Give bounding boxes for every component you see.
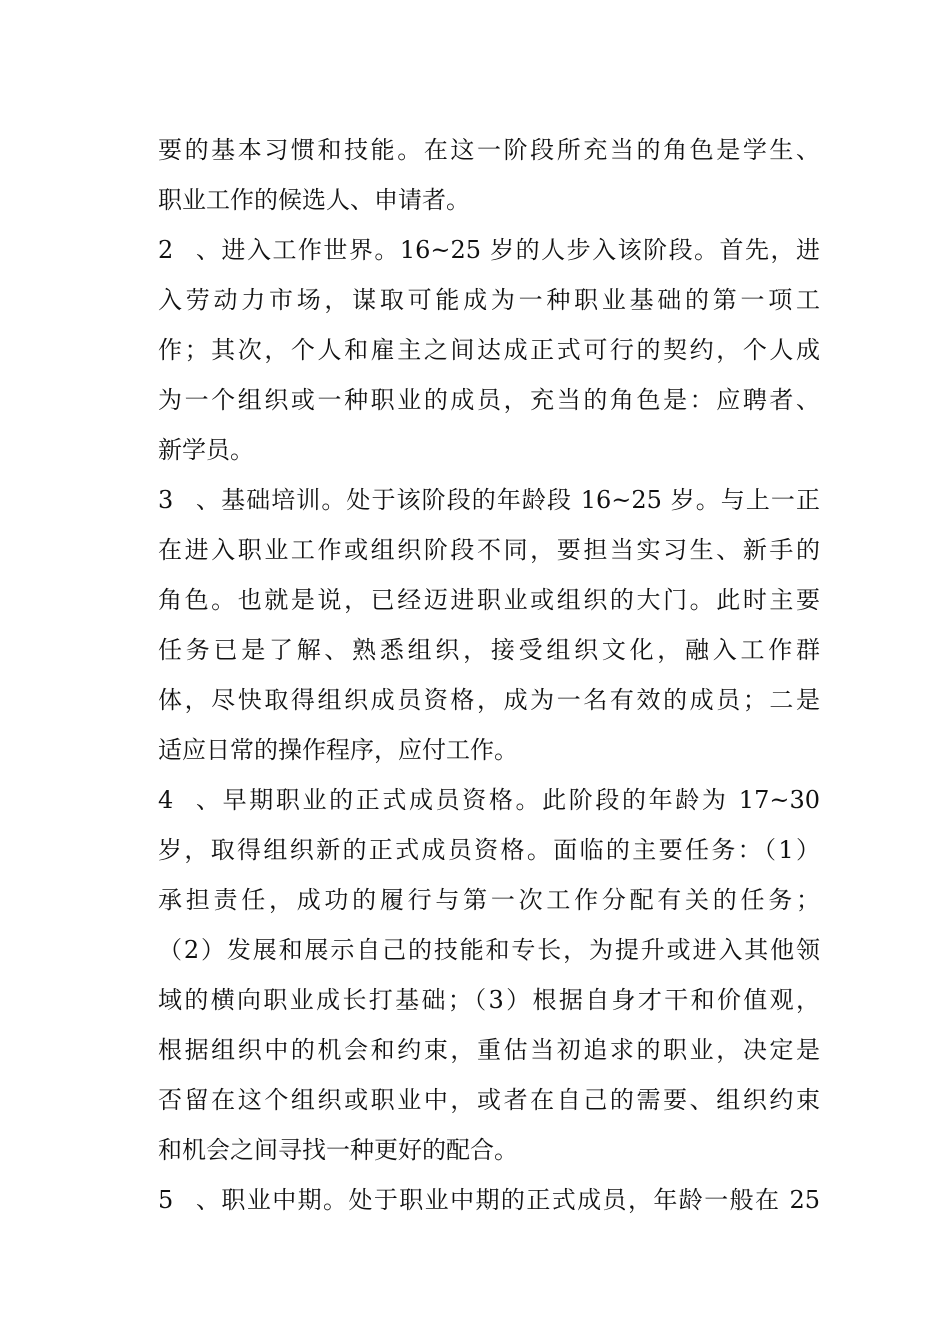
text-line: 和机会之间寻找一种更好的配合。 (158, 1136, 518, 1164)
text-line: 职业工作的候选人、申请者。 (158, 186, 470, 214)
list-item-3: 3、基础培训。处于该阶段的年龄段 16~25 岁。与上一正 (158, 482, 820, 518)
text-line: 为一个组织或一种职业的成员，充当的角色是：应聘者、 (158, 386, 820, 414)
text-line: （2）发展和展示自己的技能和专长，为提升或进入其他领 (158, 936, 820, 964)
text-line: 根据组织中的机会和约束，重估当初追求的职业，决定是 (158, 1036, 820, 1064)
text-line: 作；其次，个人和雇主之间达成正式可行的契约，个人成 (158, 336, 820, 364)
text-line: 承担责任，成功的履行与第一次工作分配有关的任务； (158, 886, 820, 914)
list-item-5: 5、职业中期。处于职业中期的正式成员，年龄一般在 25 (158, 1182, 820, 1218)
list-item-4: 4、早期职业的正式成员资格。此阶段的年龄为 17~30 (158, 782, 820, 818)
text-line: 岁，取得组织新的正式成员资格。面临的主要任务：（1） (158, 836, 820, 864)
text-line: 新学员。 (158, 436, 254, 464)
text-line: 要的基本习惯和技能。在这一阶段所充当的角色是学生、 (158, 136, 820, 164)
list-number: 5、 (158, 1186, 220, 1214)
list-number: 2、 (158, 236, 220, 264)
text-line: 体，尽快取得组织成员资格，成为一名有效的成员；二是 (158, 686, 820, 714)
list-item-2: 2、进入工作世界。16~25 岁的人步入该阶段。首先，进 (158, 232, 820, 268)
text-line: 角色。也就是说，已经迈进职业或组织的大门。此时主要 (158, 586, 820, 614)
list-number: 4、 (158, 786, 220, 814)
text-line: 在进入职业工作或组织阶段不同，要担当实习生、新手的 (158, 536, 820, 564)
list-number: 3、 (158, 486, 220, 514)
text-line: 否留在这个组织或职业中，或者在自己的需要、组织约束 (158, 1086, 820, 1114)
text-line: 任务已是了解、熟悉组织，接受组织文化，融入工作群 (158, 636, 820, 664)
text-line: 入劳动力市场，谋取可能成为一种职业基础的第一项工 (158, 286, 820, 314)
text-line: 适应日常的操作程序，应付工作。 (158, 736, 518, 764)
text-line: 域的横向职业成长打基础；（3）根据自身才干和价值观， (158, 986, 820, 1014)
